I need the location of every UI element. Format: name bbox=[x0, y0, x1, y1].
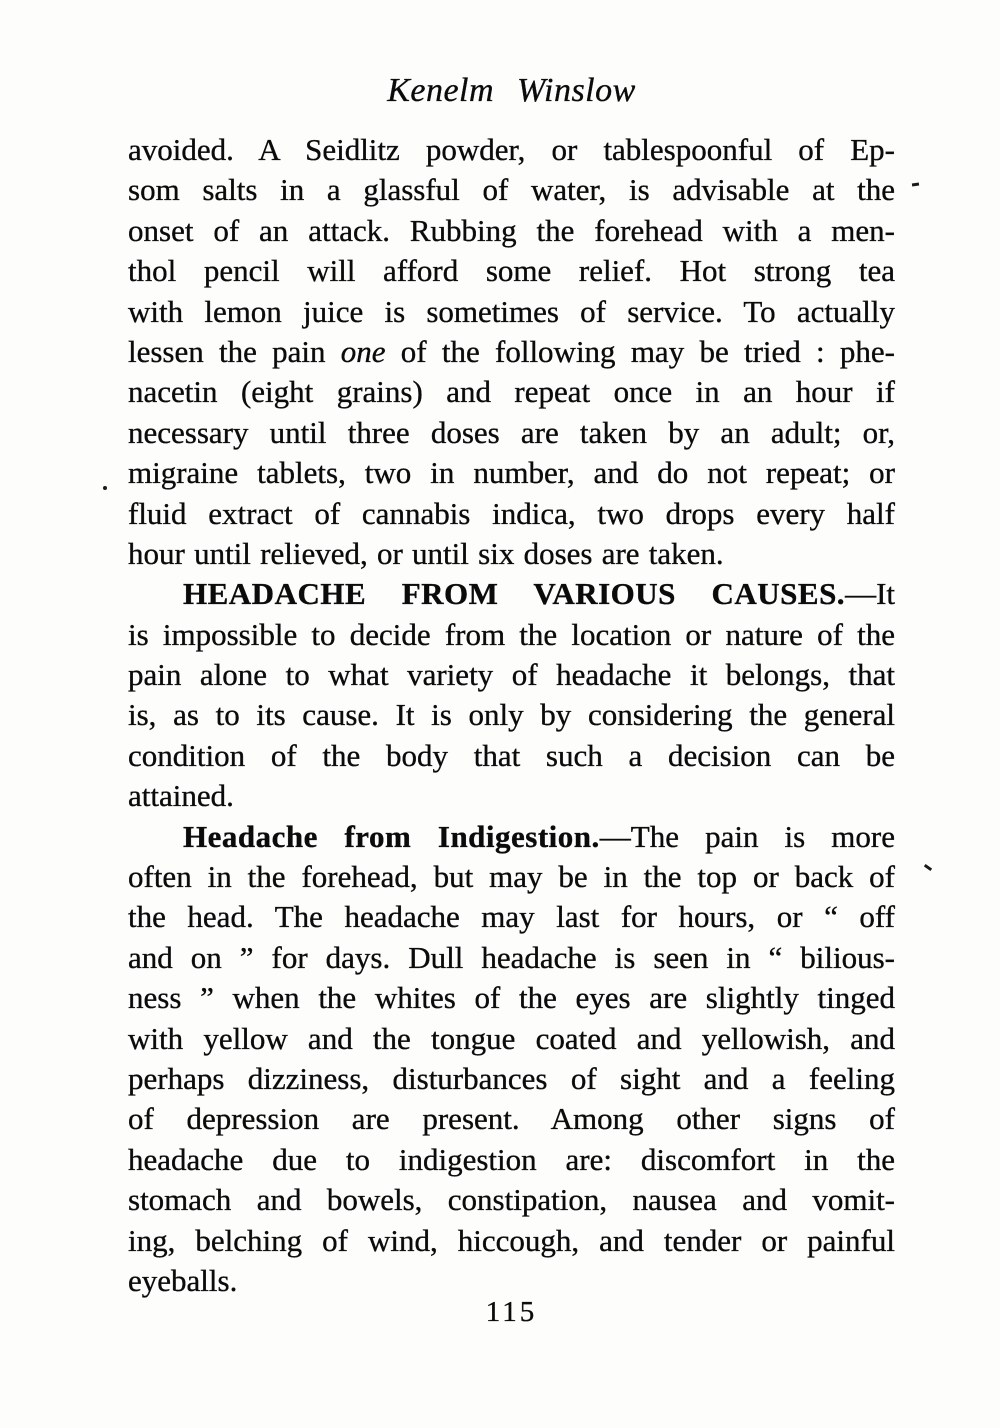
text-run: attained. bbox=[128, 778, 234, 814]
text-line bbox=[128, 211, 895, 251]
page-number: 115 bbox=[485, 1296, 538, 1328]
text-run: ness ” when the whites of the eyes are slightly tinged bbox=[128, 980, 895, 1016]
text-line bbox=[128, 938, 895, 978]
text-line bbox=[128, 292, 895, 332]
text-run: avoided. A Seidlitz powder, or tablespoonful of Ep- bbox=[128, 132, 895, 167]
text-run: and on ” for days. Dull headache is seen in “ bilious- bbox=[128, 939, 895, 975]
text-run: with lemon juice is sometimes of service. To actually bbox=[128, 293, 895, 329]
text-run: necessary until three doses are taken by an adult; or, bbox=[128, 414, 895, 450]
text-line bbox=[128, 1059, 895, 1099]
text-run: fluid extract of cannabis indica, two drops every half bbox=[128, 495, 895, 531]
scan-artifact bbox=[924, 864, 932, 871]
text-run: the head. The headache may last for hours, or “ off bbox=[128, 899, 895, 935]
text-line bbox=[128, 413, 895, 453]
text-run: condition of the body that such a decision can be bbox=[128, 737, 895, 773]
text-line bbox=[128, 897, 895, 937]
text-line bbox=[128, 695, 895, 735]
text-line bbox=[128, 1099, 895, 1139]
text-line bbox=[128, 857, 895, 897]
text-run: headache due to indigestion are: discomfort in the bbox=[128, 1141, 895, 1177]
text-line bbox=[128, 978, 895, 1018]
text-run: ing, belching of wind, hiccough, and tender or painful bbox=[128, 1222, 895, 1258]
text-line bbox=[128, 332, 895, 372]
text-run: often in the forehead, but may be in the top or back of bbox=[128, 859, 895, 895]
text-line bbox=[128, 655, 895, 695]
text-run: HEADACHE FROM VARIOUS CAUSES. bbox=[183, 576, 846, 612]
text-run: lessen the pain bbox=[128, 333, 341, 369]
text-run: of depression are present. Among other signs of bbox=[128, 1101, 895, 1137]
text-line bbox=[128, 615, 895, 655]
text-run: nacetin (eight grains) and repeat once in an hour if bbox=[128, 374, 895, 410]
text-line bbox=[128, 494, 895, 534]
text-line bbox=[128, 251, 895, 291]
text-run: stomach and bowels, constipation, nausea and vomit- bbox=[128, 1182, 895, 1218]
running-header: Kenelm Winslow bbox=[387, 72, 636, 109]
text-run: one bbox=[340, 333, 386, 369]
text-line bbox=[128, 453, 895, 493]
text-line bbox=[128, 1019, 895, 1059]
text-run: is impossible to decide from the location or nature of the bbox=[128, 616, 895, 652]
text-run: of the following may be tried : phe- bbox=[385, 333, 895, 369]
text-line bbox=[128, 1221, 895, 1261]
text-run: perhaps dizziness, disturbances of sight and a feeling bbox=[128, 1060, 895, 1096]
text-line bbox=[128, 574, 895, 614]
text-line bbox=[128, 534, 895, 574]
text-run: thol pencil will afford some relief. Hot strong tea bbox=[128, 253, 895, 289]
text-run: with yellow and the tongue coated and yellowish, and bbox=[128, 1020, 895, 1056]
text-run: migraine tablets, two in number, and do not repeat; or bbox=[128, 455, 895, 491]
text-line bbox=[128, 1180, 895, 1220]
text-line bbox=[128, 817, 895, 857]
scan-artifact bbox=[912, 183, 919, 187]
text-run: —The pain is more bbox=[599, 818, 895, 854]
text-run: hour until relieved, or until six doses are taken. bbox=[128, 535, 724, 571]
text-block bbox=[128, 130, 895, 1301]
text-run: —It bbox=[845, 576, 895, 612]
text-run: is, as to its cause. It is only by considering the general bbox=[128, 697, 895, 733]
scan-artifact bbox=[103, 486, 107, 490]
text-line bbox=[128, 130, 895, 170]
text-line bbox=[128, 736, 895, 776]
text-run: Headache from Indigestion. bbox=[183, 818, 600, 854]
text-run: eyeballs. bbox=[128, 1262, 238, 1298]
text-line bbox=[128, 170, 895, 210]
text-run: pain alone to what variety of headache it belongs, that bbox=[128, 657, 895, 693]
text-run: som salts in a glassful of water, is advisable at the bbox=[128, 172, 895, 208]
text-line bbox=[128, 776, 895, 816]
text-run: onset of an attack. Rubbing the forehead with a men- bbox=[128, 212, 895, 248]
text-line bbox=[128, 372, 895, 412]
text-line bbox=[128, 1140, 895, 1180]
